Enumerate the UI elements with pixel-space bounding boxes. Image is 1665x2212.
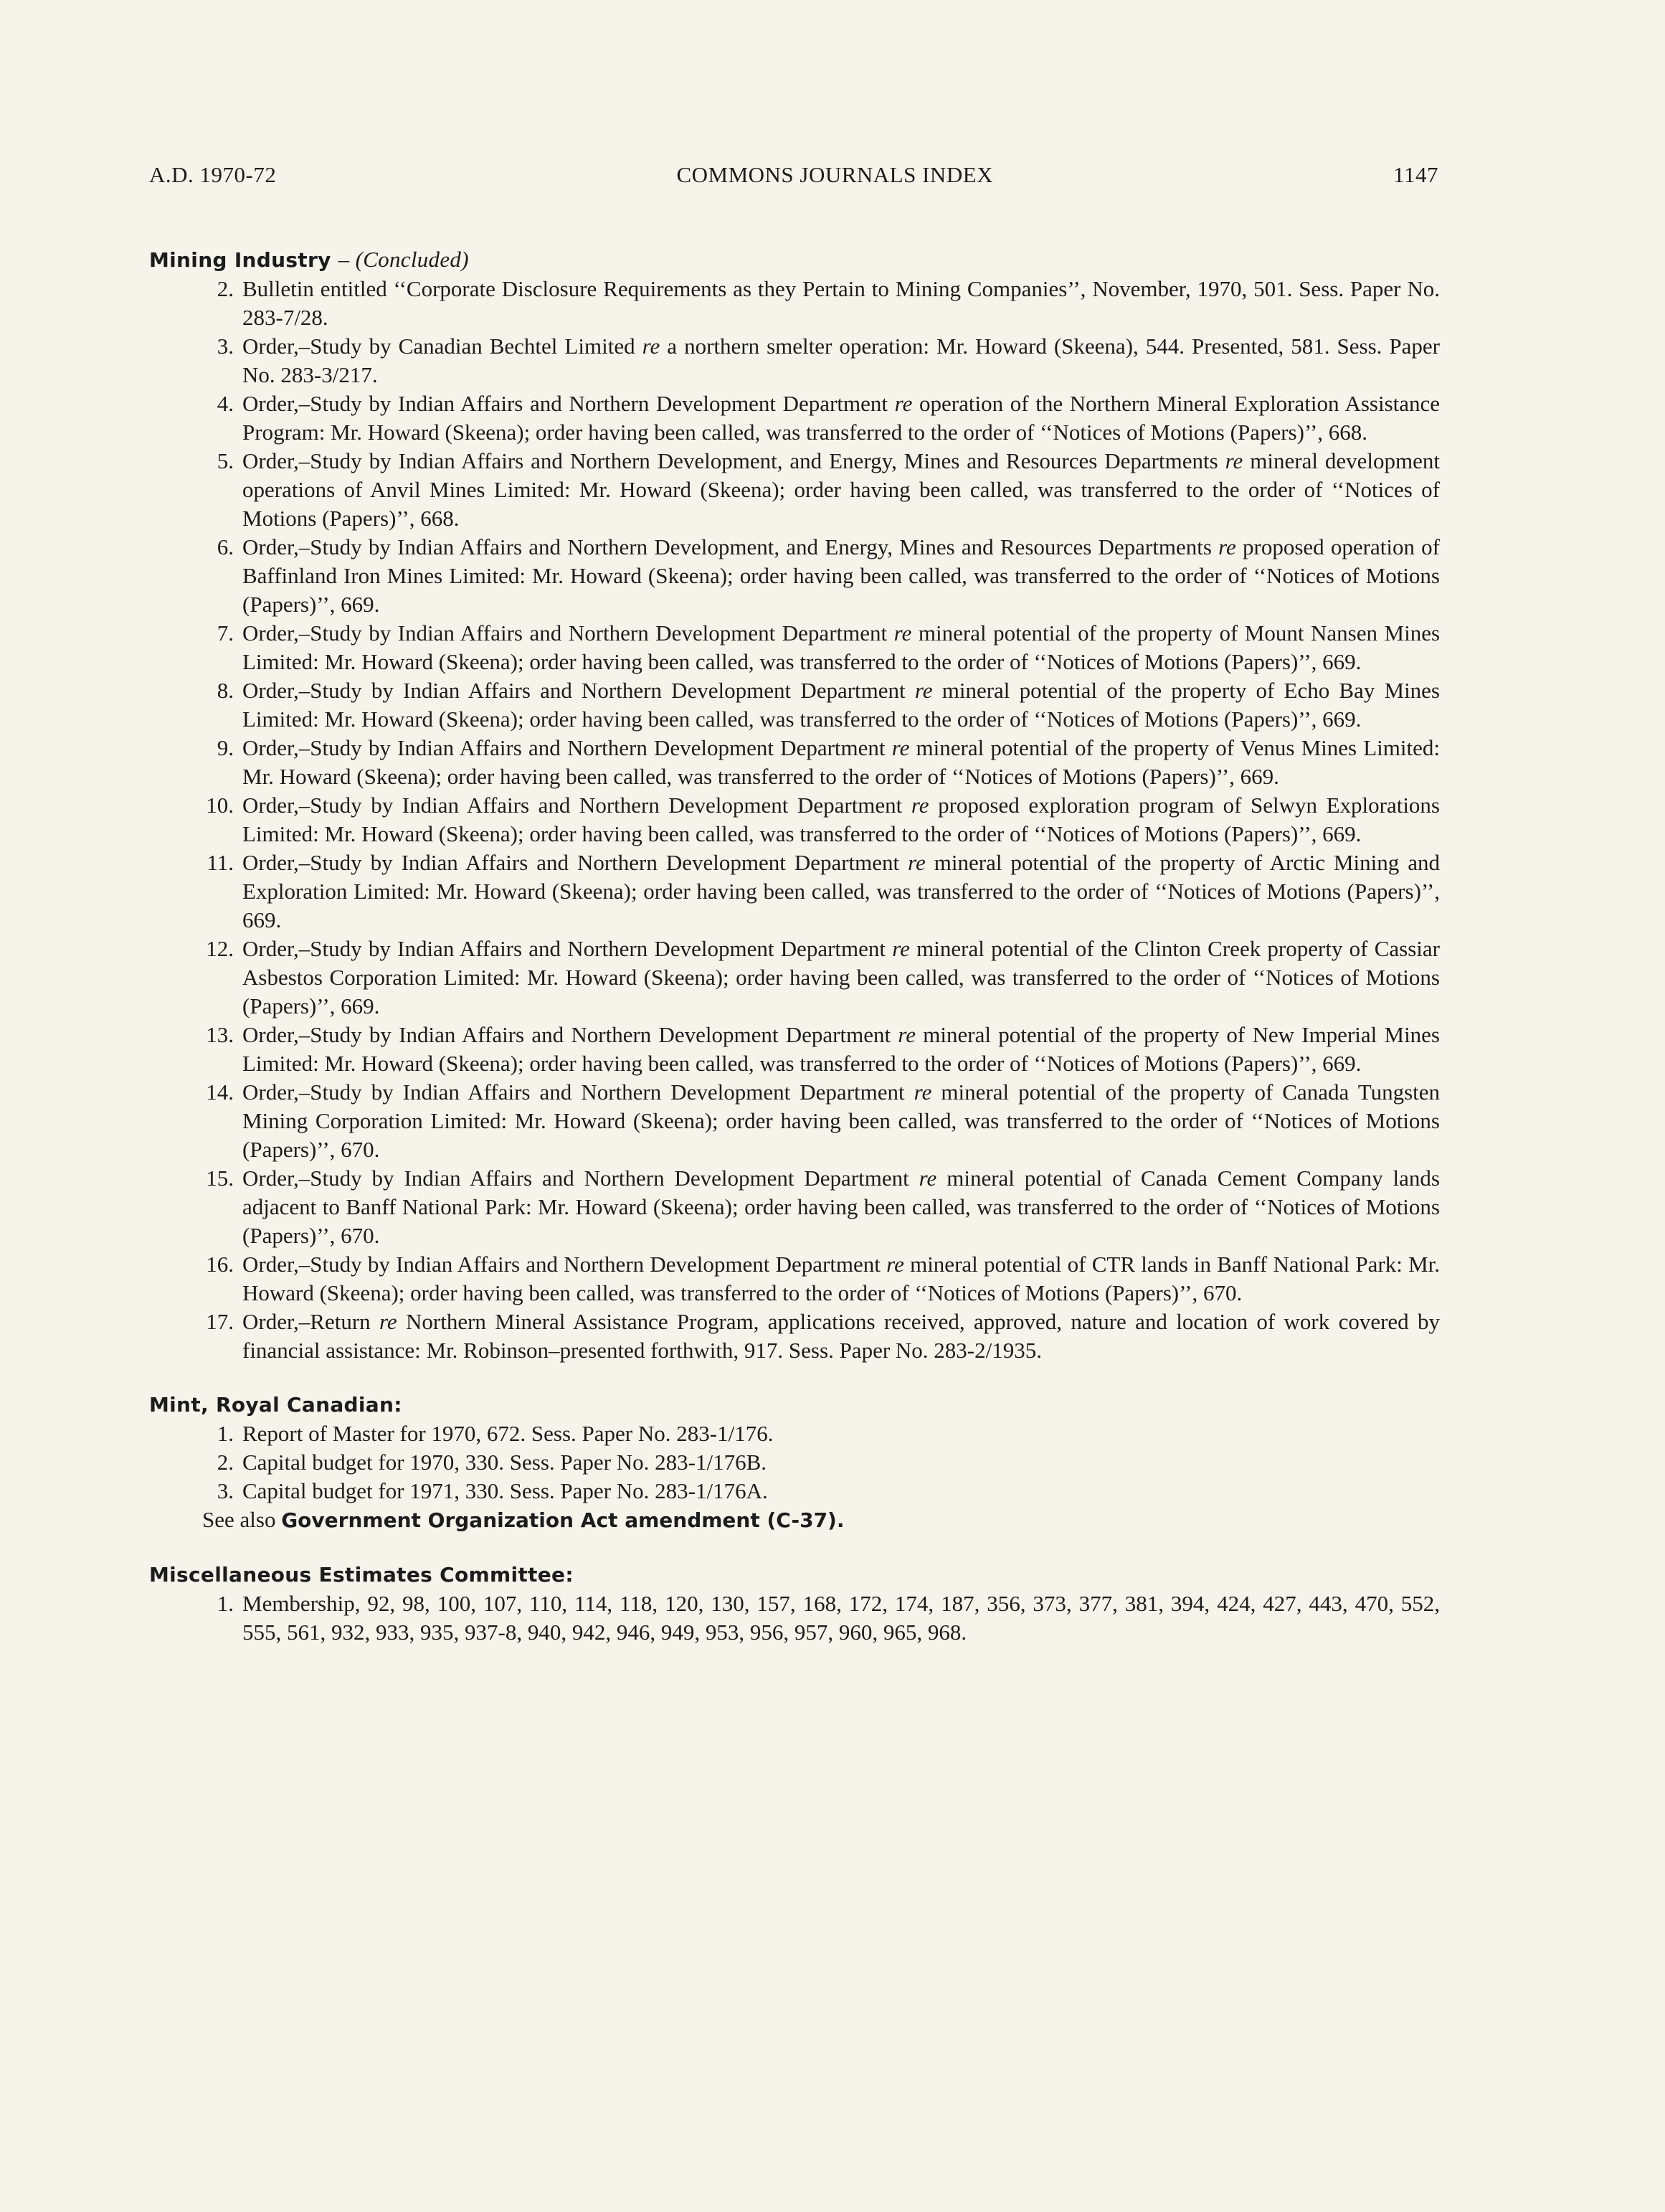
entry-text: Order,–Study by Indian Affairs and Northern Development, and Energy, Mines and Resources Departments re proposed operation of Baffinland Iron Mines Limited: Mr. Howard (Skeena); order having been called, was transferred to the order of ‘‘Notices of Motions (Papers)’’, 669. <box>242 534 1440 617</box>
re-italic: re <box>379 1309 397 1334</box>
section-miscellaneous-estimates-committee <box>149 1561 1440 1647</box>
entry-number: 15. <box>206 1166 234 1191</box>
entry-number: 13. <box>206 1022 234 1047</box>
index-entry <box>149 619 1440 676</box>
re-italic: re <box>914 678 933 703</box>
index-entry <box>149 734 1440 791</box>
entry-number: 10. <box>206 793 234 818</box>
entry-number: 4. <box>217 391 234 416</box>
entry-number: 1. <box>217 1591 234 1616</box>
header-title: COMMONS JOURNALS INDEX <box>676 162 994 187</box>
concluded-note: – (Concluded) <box>338 247 469 272</box>
section-heading: Mint, Royal Canadian: <box>149 1393 402 1417</box>
re-italic: re <box>919 1166 937 1191</box>
re-italic: re <box>908 850 926 875</box>
entry-text: Order,–Return re Northern Mineral Assistance Program, applications received, approved, nature and location of work covered by financial assistance: Mr. Robinson–presented forthwith, 917. Sess. Paper No. 283-2/1935. <box>242 1309 1441 1363</box>
entry-text: Order,–Study by Indian Affairs and Northern Development Department re mineral potential of the property of Mount Nansen Mines Limited: Mr. Howard (Skeena); order having been called, was transferred to the order of ‘‘Notices of Motions (Papers)’’, 669. <box>242 620 1441 674</box>
re-italic: re <box>898 1022 916 1047</box>
section-mint-royal-canadian <box>149 1391 1440 1535</box>
entry-number: 16. <box>206 1252 234 1277</box>
entry-text: Order,–Study by Indian Affairs and Northern Development Department re mineral potential of the property of Echo Bay Mines Limited: Mr. Howard (Skeena); order having been called, was transferred to the order of ‘‘Notices of Motions (Papers)’’, 669. <box>242 678 1441 732</box>
re-italic: re <box>914 1079 932 1105</box>
index-content <box>149 245 1440 1647</box>
section-mining-industry <box>149 245 1440 1365</box>
entry-number: 8. <box>217 678 234 703</box>
index-entry <box>149 447 1440 533</box>
entry-number: 3. <box>217 1478 234 1503</box>
entry-text: Capital budget for 1970, 330. Sess. Paper No. 283-1/176B. <box>242 1450 767 1475</box>
entry-text: Order,–Study by Indian Affairs and Northern Development, and Energy, Mines and Resources Departments re mineral development operations of Anvil Mines Limited: Mr. Howard (Skeena); order having been called, was transferred to the order of ‘‘Notices of Motions (Papers)’’, 668. <box>242 448 1441 531</box>
re-italic: re <box>894 391 913 416</box>
index-entry <box>149 1250 1440 1308</box>
entry-text: Order,–Study by Indian Affairs and Northern Development Department re mineral potential of CTR lands in Banff National Park: Mr. Howard (Skeena); order having been called, was transferred to the order of ‘‘Notices of Motions (Papers)’’, 670. <box>242 1252 1441 1305</box>
index-entry <box>149 1078 1440 1164</box>
index-entry <box>149 1021 1440 1078</box>
entry-number: 5. <box>217 448 234 473</box>
entry-text: Bulletin entitled ‘‘Corporate Disclosure Requirements as they Pertain to Mining Companies’’, November, 1970, 501. Sess. Paper No. 283-7/28. <box>242 276 1440 330</box>
entry-number: 17. <box>206 1309 234 1334</box>
entry-number: 2. <box>217 1450 234 1475</box>
header-years: A.D. 1970-72 <box>149 162 277 187</box>
index-entry <box>149 1477 1440 1506</box>
section-heading: Miscellaneous Estimates Committee: <box>149 1563 574 1587</box>
index-entry <box>149 389 1440 447</box>
index-entry <box>149 1448 1440 1477</box>
entry-number: 3. <box>217 334 234 359</box>
see-also-reference: See also Government Organization Act amendment (C-37). <box>202 1507 845 1532</box>
entry-text: Order,–Study by Indian Affairs and Northern Development Department re mineral potential of the property of Arctic Mining and Exploration Limited: Mr. Howard (Skeena); order having been called, was transferred to the order of ‘‘Notices of Motions (Papers)’’, 669. <box>242 850 1441 932</box>
index-entry <box>149 791 1440 849</box>
re-italic: re <box>1225 448 1243 473</box>
index-entry <box>149 1419 1440 1448</box>
re-italic: re <box>886 1252 904 1277</box>
entry-number: 14. <box>206 1079 234 1105</box>
index-entry <box>149 332 1440 389</box>
entry-text: Order,–Study by Indian Affairs and Northern Development Department re mineral potential of the property of New Imperial Mines Limited: Mr. Howard (Skeena); order having been called, was transferred to the order of ‘‘Notices of Motions (Papers)’’, 669. <box>242 1022 1440 1076</box>
index-entry <box>149 533 1440 619</box>
entry-text: Order,–Study by Indian Affairs and Northern Development Department re mineral potential of Canada Cement Company lands adjacent to Banff National Park: Mr. Howard (Skeena); order having been called, was transferred to the order of ‘‘Notices of Motions (Papers)’’, 670. <box>242 1166 1440 1248</box>
index-entry <box>149 1164 1440 1250</box>
entry-text: Capital budget for 1971, 330. Sess. Paper No. 283-1/176A. <box>242 1478 768 1503</box>
section-heading: Mining Industry – (Concluded) <box>149 247 469 272</box>
re-italic: re <box>893 620 912 646</box>
entry-number: 6. <box>217 534 234 559</box>
entry-number: 9. <box>217 735 234 760</box>
page-number: 1147 <box>1393 162 1438 187</box>
entry-text: Order,–Study by Indian Affairs and Northern Development Department re mineral potential of the property of Venus Mines Limited: Mr. Howard (Skeena); order having been called, was transferred to the order of ‘‘Notices of Motions (Papers)’’, 669. <box>242 735 1441 789</box>
entry-number: 2. <box>217 276 234 301</box>
re-italic: re <box>1218 534 1236 559</box>
index-entry <box>149 849 1440 935</box>
index-entry <box>149 935 1440 1021</box>
index-entry <box>149 676 1440 734</box>
index-entry <box>149 1589 1440 1647</box>
entry-text: Order,–Study by Indian Affairs and Northern Development Department re mineral potential of the Clinton Creek property of Cassiar Asbestos Corporation Limited: Mr. Howard (Skeena); order having been called, was transferred to the order of ‘‘Notices of Motions (Papers)’’, 669. <box>242 936 1440 1018</box>
entry-text: Report of Master for 1970, 672. Sess. Paper No. 283-1/176. <box>242 1421 774 1446</box>
index-entry <box>149 1308 1440 1365</box>
entry-number: 7. <box>217 620 234 646</box>
re-italic: re <box>642 334 660 359</box>
entry-text: Order,–Study by Indian Affairs and Northern Development Department re proposed exploration program of Selwyn Explorations Limited: Mr. Howard (Skeena); order having been called, was transferred to the order of ‘‘Notices of Motions (Papers)’’, 669. <box>242 793 1441 846</box>
entry-number: 12. <box>206 936 234 961</box>
re-italic: re <box>892 936 910 961</box>
entry-text: Order,–Study by Indian Affairs and Northern Development Department re operation of the Northern Mineral Exploration Assistance Program: Mr. Howard (Skeena); order having been called, was transferred to the order of ‘‘Notices of Motions (Papers)’’, 668. <box>242 391 1441 445</box>
entry-number: 11. <box>207 850 234 875</box>
index-entry <box>149 275 1440 332</box>
running-header <box>149 162 1438 188</box>
entry-text: Membership, 92, 98, 100, 107, 110, 114, 118, 120, 130, 157, 168, 172, 174, 187, 356, 373, 377, 381, 394, 424, 427, 443, 470, 552, 555, 561, 932, 933, 935, 937-8, 940, 942, 946, 949, 953, 956, 957, 960, 965, 968. <box>242 1591 1440 1645</box>
entry-text: Order,–Study by Indian Affairs and Northern Development Department re mineral potential of the property of Canada Tungsten Mining Corporation Limited: Mr. Howard (Skeena); order having been called, was transferred to the order of ‘‘Notices of Motions (Papers)’’, 670. <box>242 1079 1441 1162</box>
entry-number: 1. <box>217 1421 234 1446</box>
re-italic: re <box>891 735 910 760</box>
entry-text: Order,–Study by Canadian Bechtel Limited re a northern smelter operation: Mr. Howard (Skeena), 544. Presented, 581. Sess. Paper No. 283-3/217. <box>242 334 1440 387</box>
re-italic: re <box>911 793 929 818</box>
